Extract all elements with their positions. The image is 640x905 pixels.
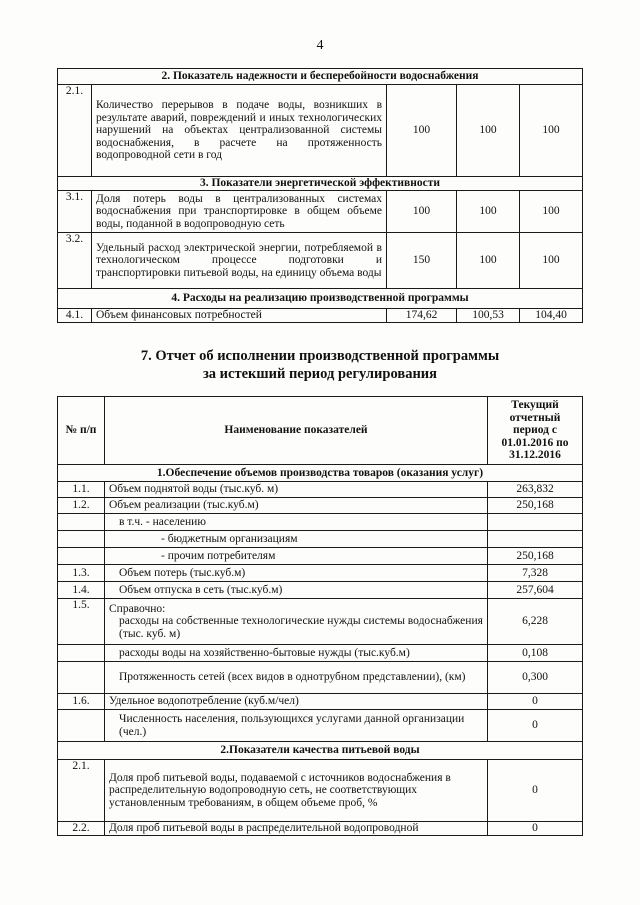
row-value — [488, 531, 583, 548]
reference-text: расходы на собственные технологические нужды системы водоснабжения (тыс. куб. м) — [119, 615, 483, 640]
section-3-header — [58, 177, 583, 191]
row-name: - прочим потребителям — [105, 548, 488, 565]
row-name: в т.ч. - населению — [105, 514, 488, 531]
row-value: 257,604 — [488, 582, 583, 599]
table-row — [58, 710, 583, 742]
table-row — [58, 482, 583, 498]
section-title: 3. Показатели энергетической эффективности — [58, 177, 583, 191]
row-number: 1.2. — [58, 498, 105, 514]
header-value: Текущий отчетный период с 01.01.2016 по 31.12.2016 — [488, 397, 583, 465]
row-value: 100 — [457, 85, 520, 177]
row-value: 100 — [457, 233, 520, 289]
table-row — [58, 662, 583, 694]
row-name: Численность населения, пользующихся услугами данной организации (чел.) — [105, 710, 488, 742]
row-number — [58, 514, 105, 531]
row-name: Объем финансовых потребностей — [92, 309, 387, 323]
page-number: 4 — [316, 38, 324, 53]
header-name: Наименование показателей — [105, 397, 488, 465]
row-number: 1.1. — [58, 482, 105, 498]
row-value: 0 — [488, 694, 583, 710]
report-table — [57, 396, 583, 836]
row-value: 100 — [520, 85, 583, 177]
table-row — [58, 582, 583, 599]
row-value: 100,53 — [457, 309, 520, 323]
table-row — [58, 822, 583, 836]
row-number: 3.1. — [58, 191, 92, 233]
row-value — [488, 514, 583, 531]
row-name — [105, 599, 488, 645]
header-number: № п/п — [58, 397, 105, 465]
row-name: Объем поднятой воды (тыс.куб. м) — [105, 482, 488, 498]
row-number: 2.1. — [58, 85, 92, 177]
section-title: 2.Показатели качества питьевой воды — [58, 742, 583, 760]
indicators-table — [57, 68, 583, 323]
row-number — [58, 548, 105, 565]
table-row — [58, 760, 583, 822]
heading-line-1: 7. Отчет об исполнении производственной программы — [140, 348, 500, 364]
table-row — [58, 514, 583, 531]
row-value: 100 — [520, 191, 583, 233]
row-number — [58, 531, 105, 548]
row-name: Объем реализации (тыс.куб.м) — [105, 498, 488, 514]
section-1-header — [58, 465, 583, 482]
row-value: 104,40 — [520, 309, 583, 323]
row-name: Удельное водопотребление (куб.м/чел) — [105, 694, 488, 710]
row-number: 4.1. — [58, 309, 92, 323]
table-header — [58, 397, 583, 465]
row-value: 100 — [520, 233, 583, 289]
row-name: Объем отпуска в сеть (тыс.куб.м) — [105, 582, 488, 599]
row-value: 174,62 — [387, 309, 457, 323]
row-value: 0,108 — [488, 645, 583, 662]
row-name: Объем потерь (тыс.куб.м) — [105, 565, 488, 582]
section-title: 4. Расходы на реализацию производственной программы — [58, 289, 583, 309]
section-7-heading — [0, 347, 640, 383]
row-value: 263,832 — [488, 482, 583, 498]
table-row — [58, 498, 583, 514]
row-value: 150 — [387, 233, 457, 289]
row-number — [58, 662, 105, 694]
row-value: 0 — [488, 822, 583, 836]
reference-label: Справочно: — [109, 602, 166, 615]
row-number: 3.2. — [58, 233, 92, 289]
table-row — [58, 645, 583, 662]
row-name: Доля потерь воды в централизованных системах водоснабжения при транспортировке в общем объеме воды, поданной в водопроводную сеть — [92, 191, 387, 233]
row-name: Количество перерывов в подаче воды, возникших в результате аварий, повреждений и иных технологических нарушений на объектах централизованной системы водоснабжения, в расчете на протяженность водопроводной сети в год — [92, 85, 387, 177]
row-number: 2.2. — [58, 822, 105, 836]
table-row — [58, 191, 583, 233]
section-title: 2. Показатель надежности и бесперебойности водоснабжения — [58, 69, 583, 85]
row-value: 0 — [488, 760, 583, 822]
row-name: расходы воды на хозяйственно-бытовые нужды (тыс.куб.м) — [105, 645, 488, 662]
table-row — [58, 565, 583, 582]
row-number: 1.5. — [58, 599, 105, 645]
table-row — [58, 694, 583, 710]
table-row — [58, 233, 583, 289]
table-row — [58, 531, 583, 548]
row-name: Доля проб питьевой воды в распределительной водопроводной — [105, 822, 488, 836]
row-value: 100 — [387, 85, 457, 177]
section-2-header — [58, 69, 583, 85]
row-number: 2.1. — [58, 760, 105, 822]
row-name: Удельный расход электрической энергии, потребляемой в технологическом процессе подготовки и транспортировки питьевой воды, на единицу объема воды — [92, 233, 387, 289]
section-4-header — [58, 289, 583, 309]
section-2-quality-header — [58, 742, 583, 760]
row-value: 100 — [457, 191, 520, 233]
table-row — [58, 599, 583, 645]
table-row — [58, 548, 583, 565]
heading-line-2: за истекший период регулирования — [202, 366, 438, 382]
row-value: 7,328 — [488, 565, 583, 582]
row-name: Доля проб питьевой воды, подаваемой с источников водоснабжения в распределительную водопроводную сеть, не соответствующих установленным требованиям, в общем объеме проб, % — [105, 760, 488, 822]
row-name: - бюджетным организациям — [105, 531, 488, 548]
row-value: 6,228 — [488, 599, 583, 645]
row-number: 1.6. — [58, 694, 105, 710]
table-row — [58, 309, 583, 323]
row-value: 100 — [387, 191, 457, 233]
row-number: 1.3. — [58, 565, 105, 582]
row-value: 250,168 — [488, 548, 583, 565]
section-title: 1.Обеспечение объемов производства товаров (оказания услуг) — [58, 465, 583, 482]
table-row — [58, 85, 583, 177]
row-value: 0,300 — [488, 662, 583, 694]
row-value: 0 — [488, 710, 583, 742]
row-number — [58, 710, 105, 742]
row-number: 1.4. — [58, 582, 105, 599]
row-name: Протяженность сетей (всех видов в однотрубном представлении), (км) — [105, 662, 488, 694]
row-value: 250,168 — [488, 498, 583, 514]
row-number — [58, 645, 105, 662]
